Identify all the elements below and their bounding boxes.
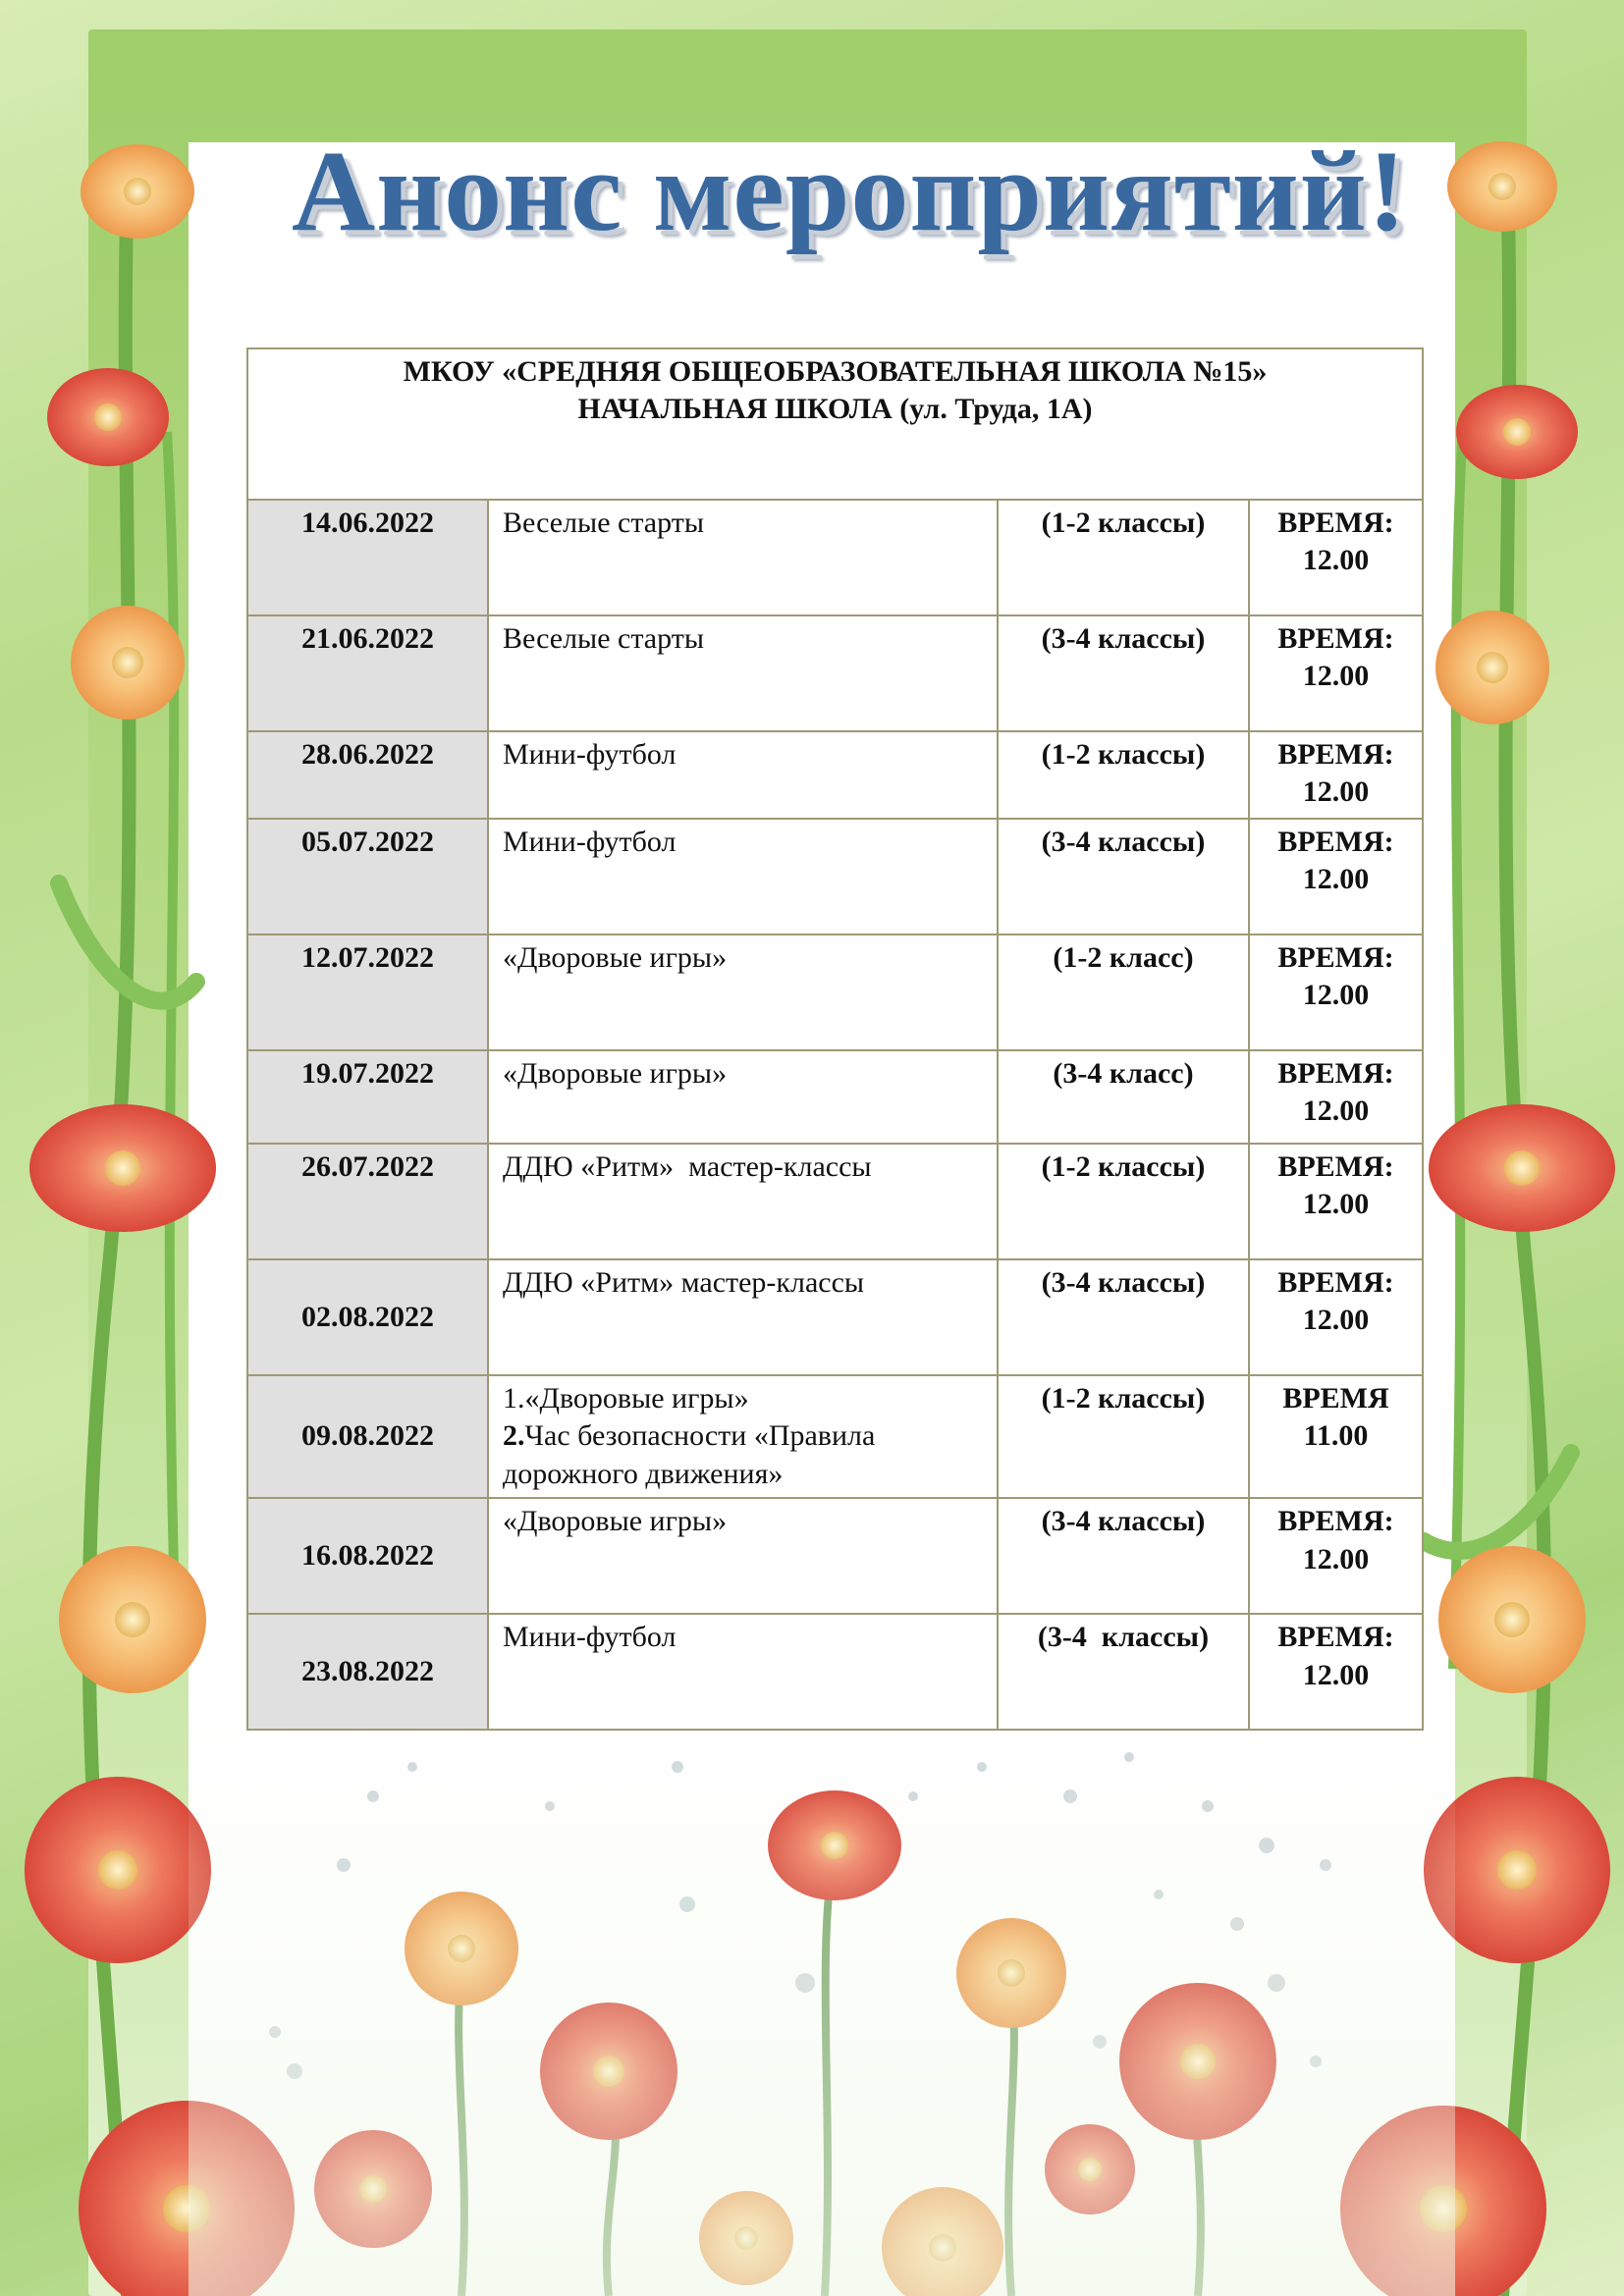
poppy-flower [1429,1104,1615,1232]
event-time [1249,934,1423,1050]
event-time [1249,615,1423,731]
event-time [1249,731,1423,819]
event-time [1249,1259,1423,1375]
event-name [488,1375,998,1498]
event-name: Мини-футбол [488,731,998,819]
time-value: 12.00 [1302,1658,1370,1691]
poppy-flower [81,144,194,239]
table-row [247,731,1423,819]
event-date: 02.08.2022 [247,1259,488,1375]
table-row [247,1144,1423,1259]
time-label: ВРЕМЯ: [1277,941,1394,974]
event-item-2-continued: дорожного движения» [503,1457,784,1490]
event-grade: (1-2 классы) [998,500,1249,615]
time-label: ВРЕМЯ: [1277,826,1394,858]
time-label: ВРЕМЯ: [1277,1057,1394,1090]
event-time [1249,1050,1423,1144]
event-time [1249,819,1423,934]
time-value: 12.00 [1302,979,1370,1012]
event-name: «Дворовые игры» [488,1498,998,1614]
time-label: ВРЕМЯ: [1277,622,1394,655]
event-item-1: 1.«Дворовые игры» [503,1382,749,1415]
time-value: 11.00 [1303,1419,1369,1453]
event-name: ДДЮ «Ритм» мастер-классы [488,1259,998,1375]
event-grade: (1-2 классы) [998,731,1249,819]
event-grade: (3-4 классы) [998,615,1249,731]
time-label: ВРЕМЯ: [1277,507,1394,539]
time-label: ВРЕМЯ: [1277,1505,1394,1538]
event-item-2-number: 2. [503,1419,525,1453]
poppy-flower [1456,385,1578,479]
event-name: Мини-футбол [488,1614,998,1730]
poppy-flower [71,606,185,720]
table-row [247,1050,1423,1144]
time-value: 12.00 [1302,1542,1370,1575]
time-label: ВРЕМЯ: [1277,738,1394,771]
stem [167,432,177,1669]
poppy-flower [59,1546,206,1693]
school-name: МКОУ «СРЕДНЯЯ ОБЩЕОБРАЗОВАТЕЛЬНАЯ ШКОЛА №15» [403,355,1268,388]
event-item-2 [503,1417,983,1455]
event-grade: (3-4 классы) [998,1614,1249,1730]
poppy-flower [47,368,169,466]
table-row [247,615,1423,731]
sheet-fade [189,1718,1455,2296]
time-value: 12.00 [1302,863,1370,896]
page-title: Анонс мероприятий! [291,127,1408,255]
event-grade: (1-2 классы) [998,1144,1249,1259]
time-value: 12.00 [1302,660,1370,693]
event-name: ДДЮ «Ритм» мастер-классы [488,1144,998,1259]
event-date: 16.08.2022 [247,1498,488,1614]
school-address: НАЧАЛЬНАЯ ШКОЛА (ул. Труда, 1А) [577,393,1093,426]
event-time [1249,1375,1423,1498]
event-date: 28.06.2022 [247,731,488,819]
school-header [247,348,1423,500]
time-value: 12.00 [1302,544,1370,577]
table-row [247,500,1423,615]
event-date: 12.07.2022 [247,934,488,1050]
table-row [247,1375,1423,1498]
event-grade: (3-4 классы) [998,1498,1249,1614]
table-row [247,1614,1423,1730]
event-name: Веселые старты [488,500,998,615]
event-grade: (1-2 классы) [998,1375,1249,1498]
poppy-flower [1435,611,1549,724]
event-time [1249,500,1423,615]
table-row [247,819,1423,934]
poppy-flower [29,1104,216,1232]
event-name: «Дворовые игры» [488,1050,998,1144]
time-label: ВРЕМЯ [1282,1382,1389,1415]
event-name: Мини-футбол [488,819,998,934]
event-name: «Дворовые игры» [488,934,998,1050]
table-row [247,934,1423,1050]
time-label: ВРЕМЯ: [1277,1150,1394,1183]
poppy-flower [25,1777,211,1963]
table-header-row [247,348,1423,500]
event-date: 19.07.2022 [247,1050,488,1144]
event-name: Веселые старты [488,615,998,731]
event-date: 05.07.2022 [247,819,488,934]
event-item-2-text: Час безопасности «Правила [524,1419,876,1453]
event-date: 09.08.2022 [247,1375,488,1498]
event-grade: (3-4 класс) [998,1050,1249,1144]
poppy-flower [1438,1546,1586,1693]
stem [89,177,130,2296]
stem [1453,422,1463,1669]
time-value: 12.00 [1302,1188,1370,1221]
stem [1502,177,1544,2296]
time-value: 12.00 [1302,1304,1370,1337]
events-table [246,347,1424,1731]
event-time [1249,1144,1423,1259]
event-time [1249,1498,1423,1614]
event-time [1249,1614,1423,1730]
event-grade: (3-4 классы) [998,819,1249,934]
table-row [247,1259,1423,1375]
event-grade: (1-2 класс) [998,934,1249,1050]
time-label: ВРЕМЯ: [1277,1621,1394,1654]
table-row [247,1498,1423,1614]
time-value: 12.00 [1302,1095,1370,1128]
time-value: 12.00 [1302,775,1370,809]
event-date: 26.07.2022 [247,1144,488,1259]
event-date: 21.06.2022 [247,615,488,731]
event-date: 14.06.2022 [247,500,488,615]
event-date: 23.08.2022 [247,1614,488,1730]
event-grade: (3-4 классы) [998,1259,1249,1375]
time-label: ВРЕМЯ: [1277,1266,1394,1299]
